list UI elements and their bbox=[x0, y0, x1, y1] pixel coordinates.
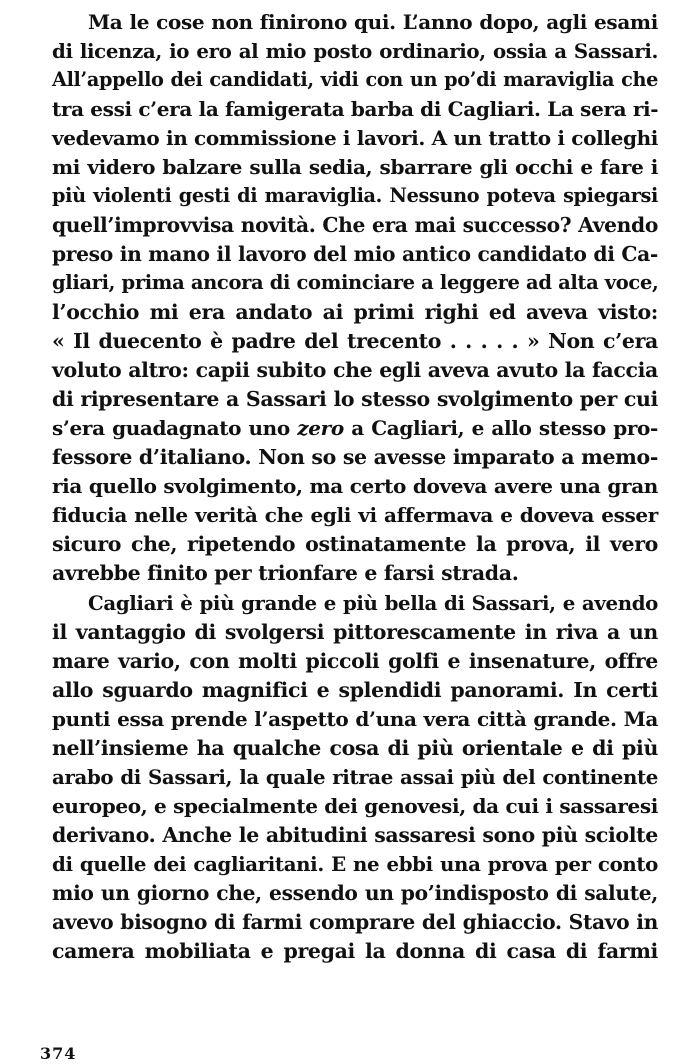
text-line: nell’insieme ha qualche cosa di più orientale e di più bbox=[52, 736, 658, 760]
text-line: quell’improvvisa novità. Che era mai successo? Avendo bbox=[52, 213, 658, 237]
text-line: vedevamo in commissione i lavori. A un tratto i colleghi bbox=[52, 126, 659, 150]
text-line: avevo bisogno di farmi comprare del ghiaccio. Stavo in bbox=[52, 910, 658, 934]
text-line: Cagliari è più grande e più bella di Sassari, e avendo bbox=[88, 591, 658, 615]
text-line: mare vario, con molti piccoli golfi e insenature, offre bbox=[52, 649, 658, 673]
text-line: gliari, prima ancora di cominciare a leggere ad alta voce, bbox=[52, 271, 659, 294]
text-line: di ripresentare a Sassari lo stesso svolgimento per cui bbox=[52, 387, 658, 411]
text-line: fiducia nelle verità che egli vi affermava e doveva esser bbox=[52, 503, 658, 527]
text-line: di quelle dei cagliaritani. E ne ebbi una prova per conto bbox=[52, 852, 658, 876]
text-line: mio un giorno che, essendo un po’indisposto di salute, bbox=[52, 881, 658, 905]
text-line: voluto altro: capii subito che egli aveva avuto la faccia bbox=[52, 358, 658, 382]
text-line: il vantaggio di svolgersi pittorescamente in riva a un bbox=[52, 620, 658, 644]
text-line: All’appello dei candidati, vidi con un po’di maraviglia che bbox=[52, 68, 658, 91]
text-line: camera mobiliata e pregai la donna di casa di farmi bbox=[52, 939, 658, 963]
text-line: sicuro che, ripetendo ostinatamente la prova, il vero bbox=[52, 532, 658, 556]
text-line: « Il duecento è padre del trecento . . . . . » Non c’era bbox=[52, 329, 658, 353]
italic-word: zero bbox=[297, 416, 344, 440]
text-line: di licenza, io ero al mio posto ordinario, ossia a Sassari. bbox=[52, 39, 658, 63]
text-line: ria quello svolgimento, ma certo doveva avere una gran bbox=[52, 474, 658, 498]
text-line: derivano. Anche le abitudini sassaresi sono più sciolte bbox=[52, 823, 658, 847]
text-line: mi videro balzare sulla sedia, sbarrare gli occhi e fare i bbox=[52, 155, 658, 179]
text-line: Ma le cose non finirono qui. L’anno dopo, agli esami bbox=[88, 10, 658, 34]
text-line: l’occhio mi era andato ai primi righi ed aveva visto: bbox=[52, 300, 658, 324]
text-line: europeo, e specialmente dei genovesi, da cui i sassaresi bbox=[52, 794, 658, 818]
text-line: avrebbe finito per trionfare e farsi strada. bbox=[52, 561, 519, 585]
text-line: preso in mano il lavoro del mio antico candidato di Ca- bbox=[52, 242, 658, 266]
page-number: 374 bbox=[40, 1044, 77, 1063]
text-line: s’era guadagnato uno zero a Cagliari, e allo stesso pro- bbox=[52, 416, 658, 440]
text-line: allo sguardo magnifici e splendidi panorami. In certi bbox=[52, 678, 658, 702]
text-line: arabo di Sassari, la quale ritrae assai più del continente bbox=[52, 765, 658, 789]
text-line: punti essa prende l’aspetto d’una vera città grande. Ma bbox=[52, 707, 658, 731]
text-line: tra essi c’era la famigerata barba di Cagliari. La sera ri- bbox=[52, 97, 659, 121]
text-line: fessore d’italiano. Non so se avesse imparato a memo- bbox=[52, 445, 658, 469]
text-line: più violenti gesti di maraviglia. Nessuno poteva spiegarsi bbox=[52, 184, 658, 207]
